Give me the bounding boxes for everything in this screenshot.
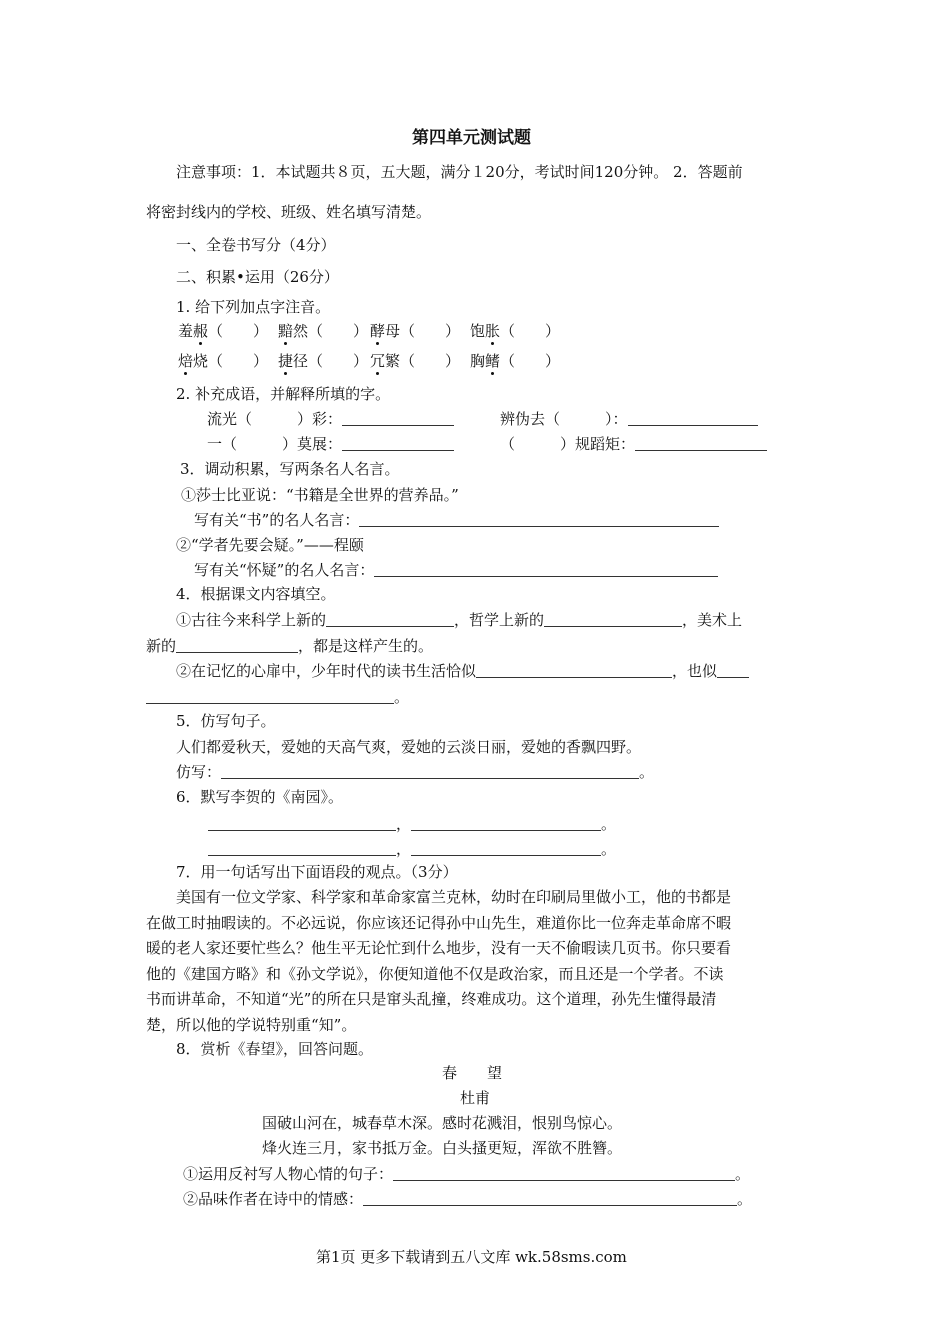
imitation-line: 仿写： 。 xyxy=(176,763,655,781)
answer-blank[interactable] xyxy=(342,411,454,426)
poem-question-2: ②品味作者在诗中的情感： 。 xyxy=(183,1190,753,1208)
idiom-c: 一（ ）莫展： xyxy=(207,435,454,453)
answer-blank[interactable] xyxy=(628,411,758,426)
pinyin-item: 冗繁（ ） xyxy=(370,352,461,370)
answer-blank[interactable] xyxy=(544,612,682,627)
answer-blank[interactable] xyxy=(146,689,394,704)
answer-blank[interactable] xyxy=(221,764,639,779)
page-title: 第四单元测试题 xyxy=(412,128,531,148)
fill-line-b: ②在记忆的心扉中，少年时代的读书生活恰似 ，也似 xyxy=(176,662,749,680)
passage-line: 书而讲革命，不知道“光”的所在只是窜头乱撞，终难成功。这个道理，孙先生懂得最清 xyxy=(146,990,717,1008)
fill-line-b-cont: 。 xyxy=(146,688,409,706)
idiom-b: 辨伪去（ ）： xyxy=(500,410,758,428)
question-1-prompt: 1. 给下列加点字注音。 xyxy=(176,298,331,316)
question-6-prompt: 6．默写李贺的《南园》。 xyxy=(176,788,344,806)
answer-blank[interactable] xyxy=(342,436,454,451)
model-sentence: 人们都爱秋天，爱她的天高气爽，爱她的云淡日丽，爱她的香飘四野。 xyxy=(176,738,642,756)
answer-blank[interactable] xyxy=(411,816,601,831)
passage-line: 美国有一位文学家、科学家和革命家富兰克林，幼时在印刷局里做小工，他的书都是 xyxy=(176,888,732,906)
answer-blank[interactable] xyxy=(326,612,454,627)
question-5-prompt: 5．仿写句子。 xyxy=(176,712,276,730)
pinyin-item: 焙烧（ ） xyxy=(178,352,269,370)
idiom-a: 流光（ ）彩： xyxy=(207,410,454,428)
section-heading-2: 二、积累•运用（26分） xyxy=(176,268,339,286)
pinyin-item: 黯然（ ） xyxy=(278,322,369,340)
poem-question-1: ①运用反衬写人物心情的句子： 。 xyxy=(183,1165,751,1183)
quote-ask-1: 写有关“书”的名人名言： xyxy=(194,511,719,529)
question-8-prompt: 8．赏析《春望》，回答问题。 xyxy=(176,1040,374,1058)
passage-line: 暖的老人家还要忙些么？他生平无论忙到什么地步，没有一天不偷暇读几页书。你只要看 xyxy=(146,939,732,957)
quote-2: ②“学者先要会疑。”——程颐 xyxy=(176,536,364,554)
quote-1: ①莎士比亚说：“书籍是全世界的营养品。” xyxy=(181,486,459,504)
question-4-prompt: 4．根据课文内容填空。 xyxy=(176,585,336,603)
pinyin-item: 饱胀（ ） xyxy=(470,322,561,340)
answer-blank[interactable] xyxy=(717,663,749,678)
question-3-prompt: 3．调动积累，写两条名人名言。 xyxy=(180,460,400,478)
idiom-d: （ ）规蹈矩： xyxy=(500,435,767,453)
pinyin-item: 羞赧（ ） xyxy=(178,322,269,340)
passage-line: 在做工时抽暇读的。不必远说，你应该还记得孙中山先生，难道你比一位奔走革命席不暇 xyxy=(146,914,732,932)
section-heading-1: 一、全卷书写分（4分） xyxy=(176,236,336,254)
poem-recite-line: ， 。 xyxy=(208,815,616,833)
poem-recite-line: ， 。 xyxy=(208,840,616,858)
question-2-prompt: 2. 补充成语，并解释所填的字。 xyxy=(176,385,391,403)
passage-line: 他的《建国方略》和《孙文学说》，你便知道他不仅是政治家，而且还是一个学者。不读 xyxy=(146,965,724,983)
pinyin-item: 酵母（ ） xyxy=(370,322,461,340)
pinyin-item: 捷径（ ） xyxy=(278,352,369,370)
notice-line-1: 注意事项：1．本试题共８页，五大题，满分１20分，考试时间120分钟。 2．答题前 xyxy=(176,163,743,181)
notice-line-2: 将密封线内的学校、班级、姓名填写清楚。 xyxy=(146,203,432,221)
poem-verse: 国破山河在，城春草木深。感时花溅泪，恨别鸟惊心。 xyxy=(262,1114,623,1132)
answer-blank[interactable] xyxy=(635,436,767,451)
fill-line-a: ①古往今来科学上新的 ，哲学上新的 ，美术上 xyxy=(176,611,743,629)
passage-line: 楚，所以他的学说特别重“知”。 xyxy=(146,1016,357,1034)
answer-blank[interactable] xyxy=(411,841,601,856)
pinyin-item: 胸鳍（ ） xyxy=(470,352,561,370)
quote-ask-2: 写有关“怀疑”的名人名言： xyxy=(194,561,718,579)
poem-author: 杜甫 xyxy=(460,1089,491,1107)
answer-blank[interactable] xyxy=(374,562,718,577)
answer-blank[interactable] xyxy=(363,1191,737,1206)
answer-blank[interactable] xyxy=(393,1166,735,1181)
question-7-prompt: 7．用一句话写出下面语段的观点。（3分） xyxy=(176,863,458,881)
poem-title: 春 望 xyxy=(442,1064,503,1082)
page-footer: 第1页 更多下载请到五八文库 wk.58sms.com xyxy=(316,1248,627,1266)
answer-blank[interactable] xyxy=(359,512,719,527)
fill-line-a-cont: 新的 ，都是这样产生的。 xyxy=(146,637,434,655)
answer-blank[interactable] xyxy=(176,638,298,653)
answer-blank[interactable] xyxy=(208,841,396,856)
poem-verse: 烽火连三月，家书抵万金。白头搔更短，浑欲不胜簪。 xyxy=(262,1139,623,1157)
answer-blank[interactable] xyxy=(208,816,396,831)
answer-blank[interactable] xyxy=(476,663,672,678)
